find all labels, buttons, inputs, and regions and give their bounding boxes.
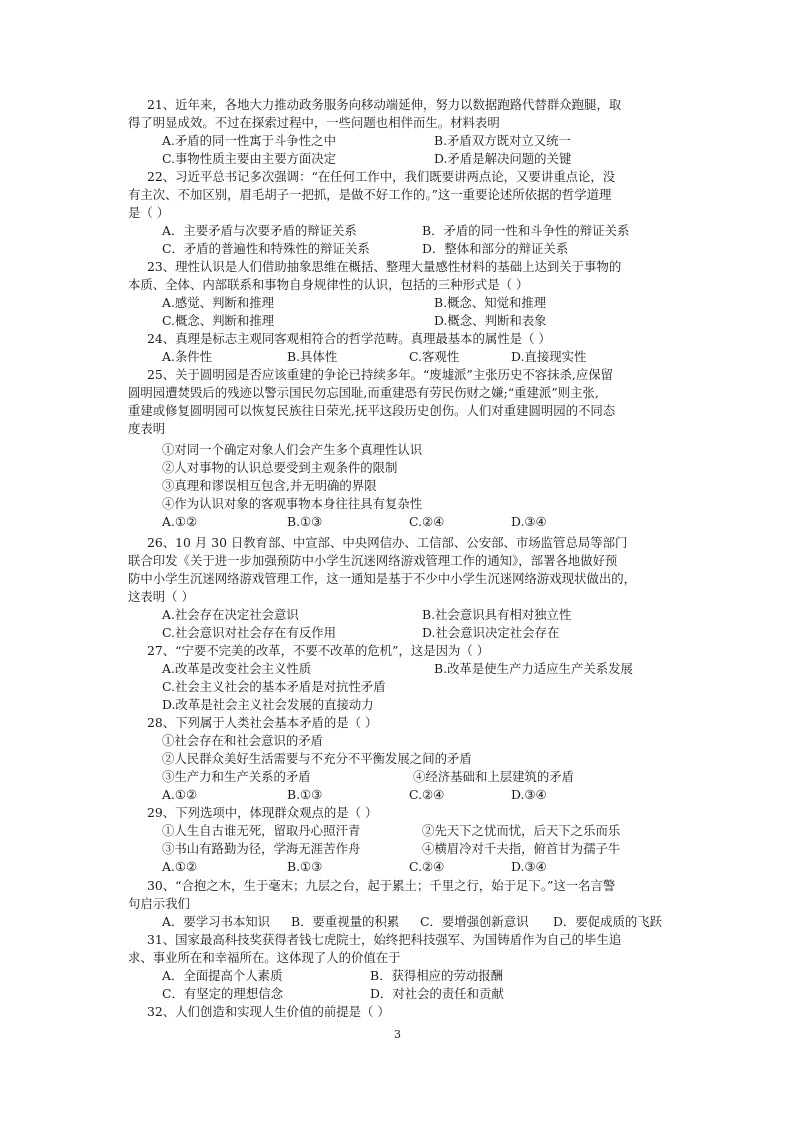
question-22-stem: 22、习近平总书记多次强调：“在任何工作中，我们既要讲两点论，又要讲重点论，没 xyxy=(147,169,616,184)
question-24-option-d: D.直接现实性 xyxy=(511,349,587,364)
question-25-stem: 重建或修复圆明园可以恢复民族往日荣光,抚平这段历史创伤。人们对重建圆明园的不同态 xyxy=(128,403,616,418)
question-29-statement-3: ③书山有路勤为径，学海无涯苦作舟 xyxy=(162,841,361,856)
question-30-stem: 句启示我们 xyxy=(128,896,190,911)
question-28-option-a: A.①② xyxy=(162,787,198,802)
question-23-option-d: D.概念、判断和表象 xyxy=(434,313,547,328)
page-number: 3 xyxy=(394,1028,401,1041)
question-21-option-c: C.事物性质主要由主要方面决定 xyxy=(162,151,337,166)
question-23-stem: 本质、全体、内部联系和事物自身规律性的认识，包括的三种形式是（ ） xyxy=(128,277,529,292)
question-21-stem: 21、近年来，各地大力推动政务服务向移动端延伸，努力以数据跑路代替群众跑腿，取 xyxy=(147,97,622,112)
question-27-option-b: B.改革是使生产力适应生产关系发展 xyxy=(434,661,633,676)
question-23-option-b: B.概念、知觉和推理 xyxy=(434,295,547,310)
question-26-stem: 防中小学生沉迷网络游戏管理工作，这一通知是基于不少中小学生沉迷网络游戏现状做出的， xyxy=(128,571,637,586)
question-30-option-d: D．要促成质的飞跃 xyxy=(553,914,663,929)
question-28-statement-3: ③生产力和生产关系的矛盾 xyxy=(162,769,311,784)
question-31-stem: 31、国家最高科技奖获得者钱七虎院士，始终把科技强军、为国铸盾作为自己的毕生追 xyxy=(147,932,622,947)
question-25-statement-1: ①对同一个确定对象人们会产生多个真理性认识 xyxy=(162,442,423,457)
question-26-option-c: C.社会意识对社会存在有反作用 xyxy=(162,625,337,640)
question-30-option-a: A．要学习书本知识 xyxy=(162,914,271,929)
question-24-stem: 24、真理是标志主观同客观相符合的哲学范畴。真理最基本的属性是（ ） xyxy=(147,331,551,346)
question-26-option-a: A.社会存在决定社会意识 xyxy=(162,607,299,622)
question-29-statement-2: ②先天下之忧而忧，后天下之乐而乐 xyxy=(422,823,621,838)
question-22-option-b: B．矛盾的同一性和斗争性的辩证关系 xyxy=(422,223,630,238)
question-31-option-b: B．获得相应的劳动报酬 xyxy=(370,968,504,983)
question-27-option-d: D.改革是社会主义社会发展的直接动力 xyxy=(162,697,374,712)
question-25-stem: 度表明 xyxy=(128,421,166,436)
question-21-stem: 得了明显成效。不过在探索过程中，一些问题也相伴而生。材料表明 xyxy=(128,115,500,130)
question-25-option-b: B.①③ xyxy=(287,514,323,529)
question-28-option-c: C.②④ xyxy=(409,787,445,802)
question-28-statement-4: ④经济基础和上层建筑的矛盾 xyxy=(413,769,575,784)
question-27-option-a: A.改革是改变社会主义性质 xyxy=(162,661,312,676)
question-24-option-b: B.具体性 xyxy=(287,349,338,364)
question-29-stem: 29、下列选项中，体现群众观点的是（ ） xyxy=(147,805,378,820)
question-26-stem: 26、10 月 30 日教育部、中宣部、中央网信办、工信部、公安部、市场监管总局等部门 xyxy=(147,535,628,550)
question-29-option-c: C.②④ xyxy=(409,859,445,874)
question-22-option-a: A．主要矛盾与次要矛盾的辩证关系 xyxy=(162,223,357,238)
question-22-stem: 是（ ） xyxy=(128,205,170,220)
question-31-stem: 求、事业所在和幸福所在。这体现了人的价值在于 xyxy=(128,950,401,965)
question-24-option-c: C.客观性 xyxy=(409,349,460,364)
question-21-option-b: B.矛盾双方既对立又统一 xyxy=(434,133,571,148)
question-30-option-b: B．要重视量的积累 xyxy=(291,914,400,929)
question-27-option-c: C.社会主义社会的基本矛盾是对抗性矛盾 xyxy=(162,679,386,694)
question-22-option-d: D．整体和部分的辩证关系 xyxy=(422,241,569,256)
question-25-option-d: D.③④ xyxy=(511,514,547,529)
question-22-stem: 有主次、不加区别，眉毛胡子一把抓，是做不好工作的。”这一重要论述所依据的哲学道理 xyxy=(128,187,612,202)
question-28-statement-1: ①社会存在和社会意识的矛盾 xyxy=(162,733,324,748)
question-31-option-d: D．对社会的责任和贡献 xyxy=(370,986,504,1001)
question-21-option-d: D.矛盾是解决问题的关键 xyxy=(434,151,572,166)
question-28-option-d: D.③④ xyxy=(511,787,547,802)
question-22-option-c: C．矛盾的普遍性和特殊性的辩证关系 xyxy=(162,241,370,256)
question-25-statement-2: ②人对事物的认识总要受到主观条件的限制 xyxy=(162,460,398,475)
question-25-stem: 圆明园遭焚毁后的残迹以警示国民勿忘国耻,而重建恐有劳民伤财之嫌;“重建派”则主张, xyxy=(128,385,599,400)
question-25-statement-3: ③真理和谬误相互包含,并无明确的界限 xyxy=(162,478,377,493)
question-25-option-c: C.②④ xyxy=(409,514,445,529)
question-30-option-c: C．要增强创新意识 xyxy=(420,914,529,929)
question-29-option-b: B.①③ xyxy=(287,859,323,874)
question-25-stem: 25、关于圆明园是否应该重建的争论已持续多年。“废墟派”主张历史不容抹杀,应保留 xyxy=(147,367,614,382)
question-23-option-c: C.概念、判断和推理 xyxy=(162,313,275,328)
question-29-option-a: A.①② xyxy=(162,859,198,874)
question-31-option-c: C．有坚定的理想信念 xyxy=(162,986,283,1001)
question-30-stem: 30、“合抱之木，生于毫末；九层之台，起于累土；千里之行，始于足下。”这一名言警 xyxy=(147,878,616,893)
question-23-option-a: A.感觉、判断和推理 xyxy=(162,295,275,310)
question-26-stem: 这表明（ ） xyxy=(128,589,194,604)
question-25-statement-4: ④作为认识对象的客观事物本身往往具有复杂性 xyxy=(162,496,423,511)
question-28-option-b: B.①③ xyxy=(287,787,323,802)
question-31-option-a: A．全面提高个人素质 xyxy=(162,968,283,983)
question-21-option-a: A.矛盾的同一性寓于斗争性之中 xyxy=(162,133,336,148)
question-25-option-a: A.①② xyxy=(162,514,198,529)
question-29-statement-1: ①人生自古谁无死，留取丹心照汗青 xyxy=(162,823,361,838)
question-26-stem: 联合印发《关于进一步加强预防中小学生沉迷网络游戏管理工作的通知》，部署各地做好预 xyxy=(128,553,618,568)
question-26-option-d: D.社会意识决定社会存在 xyxy=(422,625,560,640)
question-29-statement-4: ④横眉冷对千夫指，俯首甘为孺子牛 xyxy=(422,841,621,856)
question-27-stem: 27、“宁要不完美的改革，不要不改革的危机”，这是因为（ ） xyxy=(147,643,490,658)
question-29-option-d: D.③④ xyxy=(511,859,547,874)
question-28-statement-2: ②人民群众美好生活需要与不充分不平衡发展之间的矛盾 xyxy=(162,751,472,766)
question-26-option-b: B.社会意识具有相对独立性 xyxy=(422,607,572,622)
question-23-stem: 23、理性认识是人们借助抽象思维在概括、整理大量感性材料的基础上达到关于事物的 xyxy=(147,259,622,274)
question-24-option-a: A.条件性 xyxy=(162,349,213,364)
question-32-stem: 32、人们创造和实现人生价值的前提是（ ） xyxy=(147,1004,390,1019)
question-28-stem: 28、下列属于人类社会基本矛盾的是（ ） xyxy=(147,715,378,730)
